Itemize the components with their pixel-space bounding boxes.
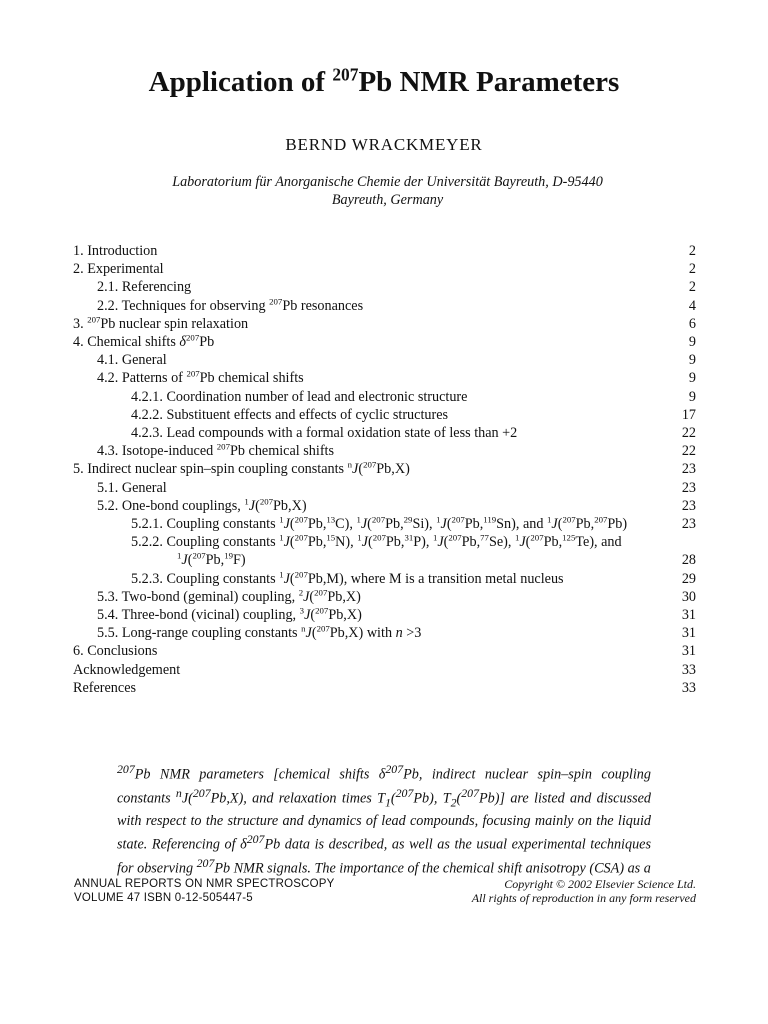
toc-entry (73, 624, 696, 642)
toc-entry-page: 9 (688, 334, 696, 351)
toc-entry-page: 22 (681, 443, 696, 460)
toc-entry (73, 460, 696, 478)
author-name: BERND WRACKMEYER (285, 135, 483, 154)
toc-entry (73, 424, 696, 442)
toc-entry (73, 315, 696, 333)
abstract: $^{207}$Pb NMR parameters [chemical shifts $\delta^{207}Pb$, indirect nuclear spin–spin coupling constants $^n$J($^{207}$Pb,X), and relaxation times $T_1(^{207}Pb)$, $T_2(^{207}Pb)$] are listed and discussed with respect to the structure and dynamics of lead compounds, focusing mainly on the liquid state. Referencing of $\delta^{207}Pb$ data is described, as well as the usual experimental techniques for observing $^{207}$Pb NMR signals. The importance of the chemical shift anisotropy (CSA) as a (117, 762, 652, 877)
toc-entry-title: 5.2.3. Coupling constants $^1$J($^{207}$Pb,M), where M is a transition metal nucleus (131, 568, 564, 587)
article-title: Application of $^{207}$Pb NMR Parameters (148, 64, 620, 98)
toc-entry-page: 17 (681, 406, 696, 423)
toc-entry-page: 23 (681, 497, 696, 514)
toc-entry-page: 2 (688, 261, 696, 278)
volume-isbn: VOLUME 47 ISBN 0-12-505447-5 (74, 891, 253, 904)
toc-entry-page: 9 (688, 352, 696, 369)
toc-entry-title: 4. Chemical shifts $\delta^{207}Pb$ (73, 332, 215, 351)
toc-entry-page: 6 (688, 315, 696, 332)
toc-entry-title: 4.3. Isotope-induced $^{207}$Pb chemical shifts (97, 441, 335, 460)
toc-entry-page: 4 (688, 297, 696, 314)
affiliation (100, 173, 675, 209)
toc-entry-page: 9 (688, 388, 696, 405)
journal-info (74, 878, 334, 905)
toc-entry (73, 442, 696, 460)
toc-entry-page: 9 (688, 370, 696, 387)
toc-entry (73, 533, 696, 569)
toc-entry-title: 5.4. Three-bond (vicinal) coupling, $^3$J($^{207}$Pb,X) (97, 605, 362, 624)
toc-entry (73, 661, 696, 679)
toc-entry-title: 6. Conclusions (73, 643, 158, 660)
toc-entry (73, 388, 696, 406)
toc-entry-title: 5.2. One-bond couplings, $^1$J($^{207}$Pb,X) (97, 496, 307, 514)
toc-entry-title: 5.2.1. Coupling constants $^1$J($^{207}$Pb,$^{13}$C), $^1$J($^{207}$Pb,$^{29}$Si), $^1$J($^{207}$Pb,$^{119}$Sn), and $^1$J($^{207}$Pb,$^{207}$Pb) (131, 514, 628, 533)
toc-entry-title: 5.3. Two-bond (geminal) coupling, $^2$J($^{207}$Pb,X) (97, 587, 361, 605)
toc-entry-title: 4.2. Patterns of $^{207}$Pb chemical shifts (97, 368, 304, 387)
toc-entry (73, 297, 696, 315)
toc-entry (73, 333, 696, 351)
toc-entry-page: 23 (681, 479, 696, 496)
toc-entry-page: 33 (681, 679, 696, 696)
toc-entry (73, 497, 696, 515)
toc-entry-page: 23 (681, 516, 696, 533)
toc-entry (73, 588, 696, 606)
table-of-contents (73, 242, 696, 697)
toc-entry (73, 260, 696, 278)
journal-name: ANNUAL REPORTS ON NMR SPECTROSCOPY (74, 878, 335, 890)
toc-entry-title: 2. Experimental (73, 261, 164, 278)
affiliation-line: Bayreuth, Germany (331, 192, 444, 208)
toc-entry (73, 278, 696, 296)
toc-entry-page: 30 (681, 588, 696, 605)
toc-entry-title: 4.2.3. Lead compounds with a formal oxidation state of less than +2 (131, 425, 518, 442)
copyright-line: Copyright © 2002 Elsevier Science Ltd. (504, 877, 696, 891)
toc-entry-title: Acknowledgement (73, 661, 181, 678)
toc-entry-title: 4.2.1. Coordination number of lead and electronic structure (131, 388, 468, 405)
toc-entry-page: 28 (681, 552, 696, 569)
toc-entry-title: 2.1. Referencing (97, 279, 192, 296)
toc-entry-title: 2.2. Techniques for observing $^{207}$Pb resonances (97, 295, 364, 314)
toc-entry-page: 29 (681, 570, 696, 587)
toc-entry (73, 369, 696, 387)
copyright-notice (472, 878, 696, 905)
toc-entry-title: 4.1. General (97, 352, 167, 369)
toc-entry-page: 31 (681, 625, 696, 642)
toc-entry-page: 23 (681, 461, 696, 478)
toc-entry (73, 570, 696, 588)
toc-entry (73, 242, 696, 260)
toc-entry-page: 2 (688, 243, 696, 259)
toc-entry (73, 606, 696, 624)
toc-entry-page: 31 (681, 643, 696, 660)
toc-entry-title: 3. $^{207}$Pb nuclear spin relaxation (73, 314, 249, 332)
toc-entry-page: 31 (681, 607, 696, 624)
toc-entry-title: 5.5. Long-range coupling constants $^n$J($^{207}$Pb,X) with n >3 (97, 623, 422, 642)
toc-entry-page: 22 (681, 425, 696, 442)
toc-entry-title: 1. Introduction (73, 243, 158, 259)
toc-entry-page: 2 (688, 279, 696, 296)
toc-entry-title: 5. Indirect nuclear spin–spin coupling constants $^n$J($^{207}$Pb,X) (73, 459, 410, 478)
toc-entry-page: 33 (681, 661, 696, 678)
toc-entry (73, 351, 696, 369)
affiliation-line: Laboratorium für Anorganische Chemie der Universität Bayreuth, D-95440 (172, 174, 603, 190)
toc-entry (73, 515, 696, 533)
toc-entry (73, 406, 696, 424)
toc-entry-title: 5.2.2. Coupling constants $^1$J($^{207}$Pb,$^{15}$N), $^1$J($^{207}$Pb,$^{31}$P), $^1$J($^{207}$Pb,$^{77}$Se), $^1$J($^{207}$Pb,$^{125}$Te), and $^1$J($^{207}$Pb,$^{19}$F) (131, 532, 622, 569)
rights-line: All rights of reproduction in any form reserved (471, 890, 696, 905)
toc-entry-title: 4.2.2. Substituent effects and effects of cyclic structures (131, 406, 449, 423)
toc-entry-title: References (73, 679, 137, 696)
toc-entry (73, 642, 696, 660)
toc-entry (73, 479, 696, 497)
toc-entry (73, 679, 696, 697)
toc-entry-title: 5.1. General (97, 479, 167, 496)
